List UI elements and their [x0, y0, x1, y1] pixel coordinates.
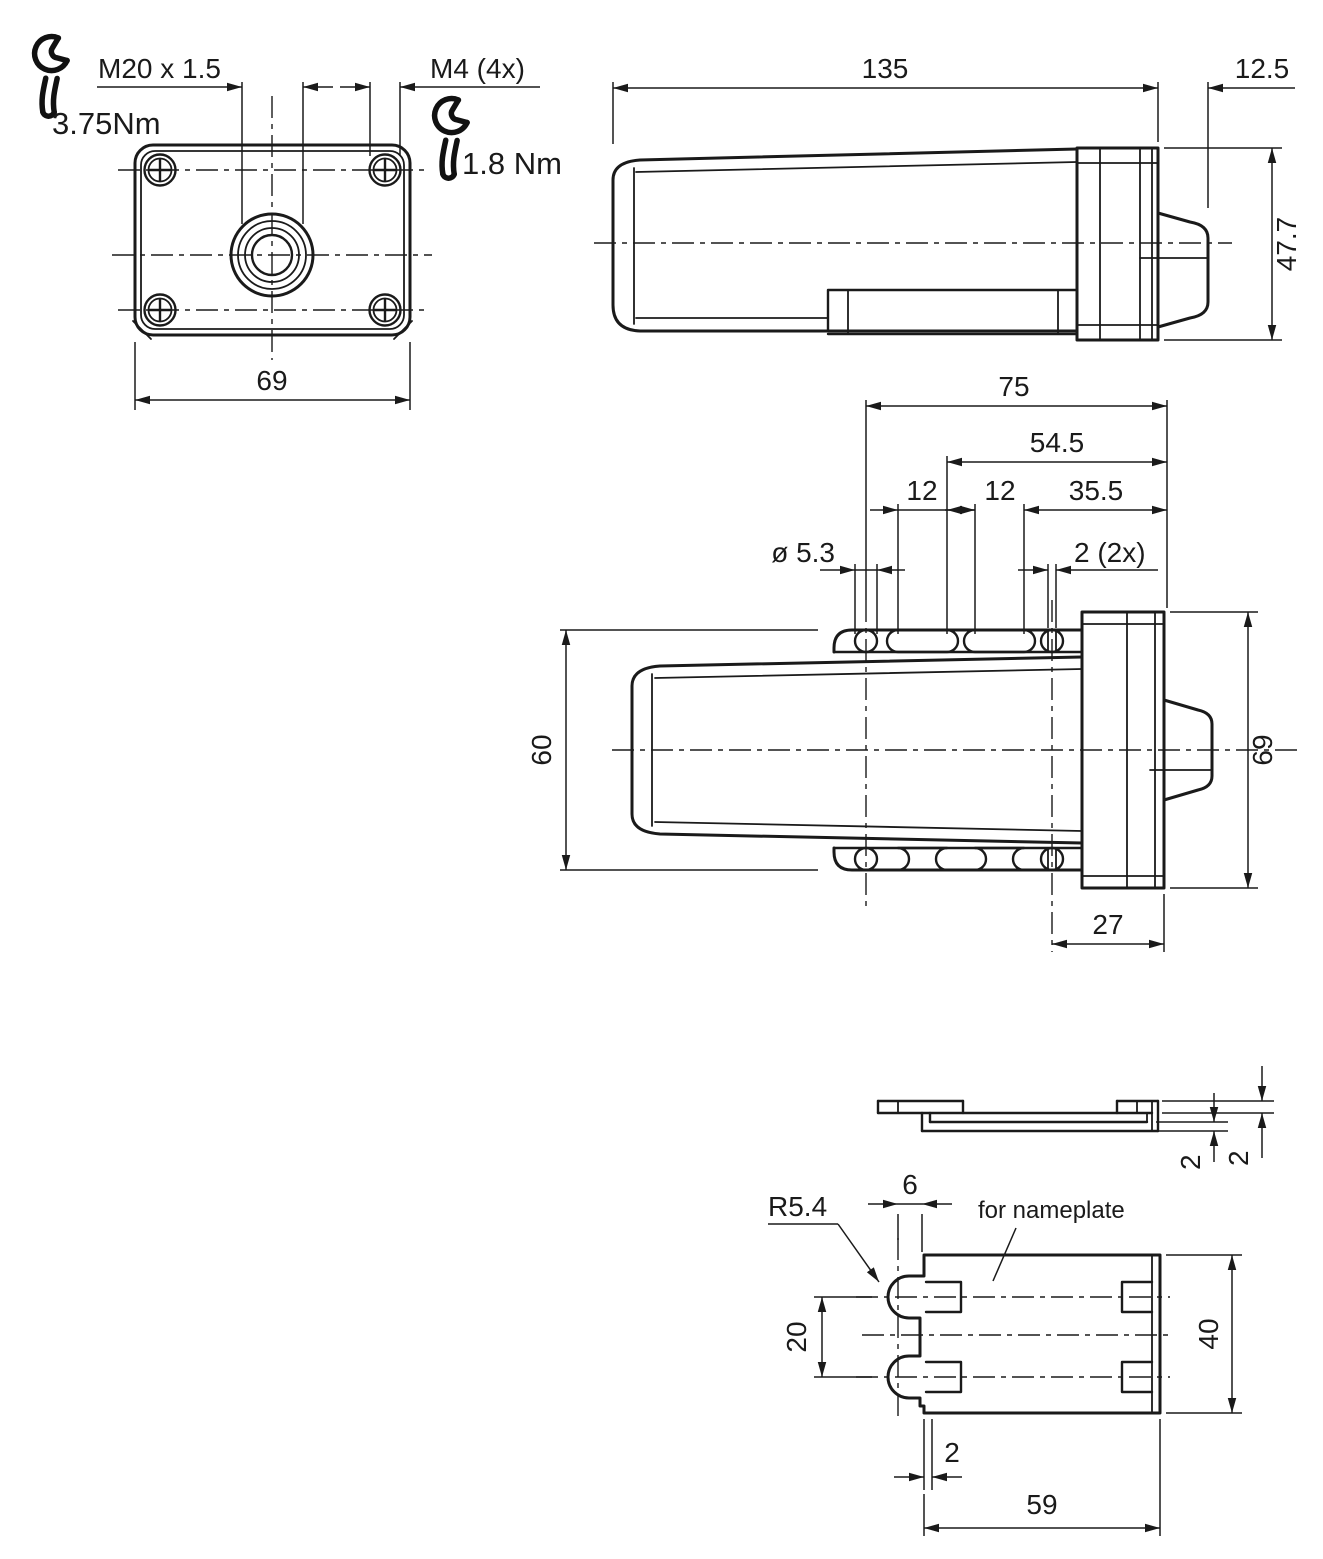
front-width-dim: 69 [256, 365, 288, 396]
clip-side-view [878, 1066, 1274, 1170]
side-view [594, 53, 1302, 340]
nameplate-view [768, 1169, 1242, 1536]
top-slot-to-face-dim: 54.5 [1029, 427, 1085, 458]
plate-bump-spacing-dim: 20 [781, 1321, 812, 1353]
wrench-icon [26, 34, 80, 118]
front-screw-torque: 1.8 Nm [462, 146, 562, 181]
top-cap-width-dim: 69 [1247, 734, 1278, 766]
top-slot1-dim: 12 [906, 475, 938, 506]
side-connector-dim: 12.5 [1234, 53, 1290, 84]
top-slot2-dim: 12 [984, 475, 1016, 506]
clip-web-thickness-dim: 2 [1175, 1154, 1206, 1170]
top-view [526, 600, 1300, 952]
top-hole-dia-dim: ø 5.3 [771, 537, 835, 568]
side-length-dim: 135 [861, 53, 909, 84]
top-body-width-dim: 60 [526, 734, 557, 766]
side-end-cap [1077, 148, 1158, 340]
nameplate-outline [888, 1255, 1160, 1413]
side-height-dim: 47.7 [1271, 216, 1302, 272]
side-connector [1158, 213, 1208, 327]
side-body-outline [613, 149, 1077, 331]
plate-note: for nameplate [978, 1197, 1125, 1224]
plate-width-dim: 59 [1026, 1489, 1058, 1520]
plate-height-dim: 40 [1193, 1318, 1224, 1350]
top-notch-dim: 2 (2x) [1074, 537, 1146, 568]
front-thread-label: M20 x 1.5 [98, 53, 221, 84]
plate-step-dim: 2 [944, 1437, 960, 1468]
front-view [26, 34, 562, 410]
top-bracket-length-dim: 75 [998, 371, 1030, 402]
top-slot2-to-face-dim: 35.5 [1068, 475, 1124, 506]
plate-radius-label: R5.4 [768, 1191, 828, 1222]
front-screws-label: M4 (4x) [430, 53, 525, 84]
top-view-dimensions [771, 371, 1167, 634]
plate-tab-width-dim: 6 [902, 1169, 918, 1200]
front-thread-torque: 3.75Nm [52, 106, 161, 141]
top-hole-to-face-dim: 27 [1092, 909, 1124, 940]
side-bracket-plate [828, 290, 1077, 331]
clip-tab-thickness-dim: 2 [1223, 1150, 1254, 1166]
